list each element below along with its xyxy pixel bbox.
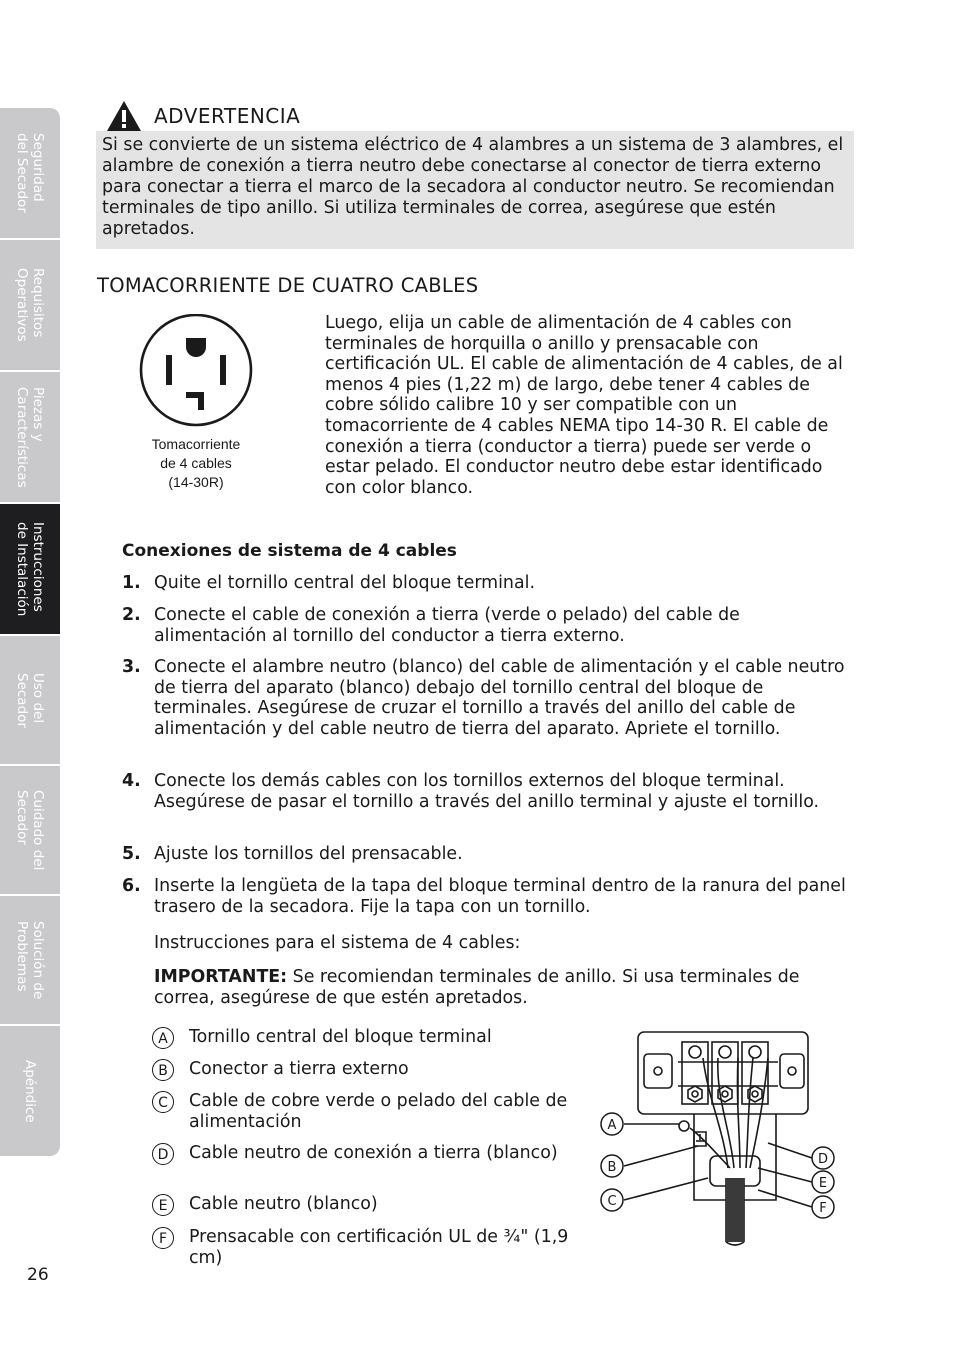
tab-requisitos[interactable] [0,240,60,372]
step-number: 5. [122,844,141,864]
tab-uso[interactable] [0,636,60,766]
outlet-caption [126,435,266,492]
tab-label: Seguridad del Secador [14,133,46,213]
tab-label: Piezas y Características [14,386,46,488]
subheading: Conexiones de sistema de 4 cables [122,541,457,561]
tab-label: Cuidado del Secador [14,789,46,871]
legend-text: Cable neutro (blanco) [189,1194,378,1214]
tab-apendice[interactable] [0,1026,60,1156]
diagram-label-e: E [818,1176,828,1191]
tab-seguridad[interactable] [0,108,60,240]
legend-letter-badge: B [152,1059,174,1081]
step-number: 4. [122,771,141,791]
diagram-label-a: A [607,1118,617,1133]
step-number: 3. [122,657,141,677]
tab-label: Apéndice [22,1059,38,1123]
tab-label: Requisitos Operativos [14,268,46,342]
terminal-block-diagram [598,1028,838,1250]
diagram-label-c: C [607,1194,617,1209]
tab-label: Instrucciones de Instalación [14,521,46,617]
diagram-label-b: B [607,1160,617,1175]
tab-instrucciones[interactable] [0,504,60,636]
step-number: 1. [122,573,141,593]
outlet-caption-line: Tomacorriente [151,436,241,452]
tab-piezas[interactable] [0,372,60,504]
step-text: Inserte la lengüeta de la tapa del bloque terminal dentro de la ranura del panel trasero de la secadora. Fije la tapa con un tornillo. [154,876,846,917]
warning-header [106,100,300,132]
legend-letter-badge: E [152,1194,174,1216]
step-number: 6. [122,876,141,896]
warning-box [96,131,854,249]
important-text: Se recomiendan terminales de anillo. Si usa terminales de correa, asegúrese de que estén apretados. [154,967,800,1008]
legend-text: Tornillo central del bloque terminal [189,1027,492,1047]
diagram-label-f: F [819,1201,827,1216]
warning-text: Si se convierte de un sistema eléctrico de 4 alambres a un sistema de 3 alambres, el alambre de conexión a tierra neutro debe conectarse al conector de tierra externo para conectar a tierra el marco de la secadora al conductor neutro. Se recomiendan terminales de tipo anillo. Si utiliza terminales de correa, asegúrese que estén apretados. [102,135,844,239]
outlet-icon [136,314,258,428]
legend-text: Conector a tierra externo [189,1059,409,1079]
instructions-line: Instrucciones para el sistema de 4 cables: [154,933,521,953]
step-text: Quite el tornillo central del bloque terminal. [154,573,535,593]
tab-cuidado[interactable] [0,766,60,896]
legend-text: Cable neutro de conexión a tierra (blanco) [189,1143,558,1163]
legend-letter-badge: A [152,1027,174,1049]
legend-text: Cable de cobre verde o pelado del cable de alimentación [189,1091,568,1132]
step-text: Conecte los demás cables con los tornillos externos del bloque terminal. Asegúrese de pasar el tornillo a través del anillo terminal y ajuste el tornillo. [154,771,820,812]
legend-text: Prensacable con certificación UL de ¾" (1,9 cm) [189,1227,569,1268]
warning-icon [106,100,142,132]
tab-label: Solución de Problemas [14,920,46,1000]
legend-letter-badge: D [152,1143,174,1165]
diagram-label-d: D [817,1152,829,1167]
step-text: Conecte el alambre neutro (blanco) del cable de alimentación y el cable neutro de tierra del aparato (blanco) debajo del tornillo central del bloque de terminales. Asegúrese de cruzar el tornillo a través del anillo del cable de alimentación y del cable neutro de tierra del aparato. Apriete el tornillo. [154,657,845,739]
warning-title: ADVERTENCIA [154,104,301,128]
legend-letter-badge: F [152,1227,174,1249]
legend-letter-badge: C [152,1091,174,1113]
step-text: Conecte el cable de conexión a tierra (verde o pelado) del cable de alimentación al tornillo del conductor a tierra externo. [154,605,740,646]
intro-paragraph: Luego, elija un cable de alimentación de 4 cables con terminales de horquilla o anillo y prensacable con certificación UL. El cable de alimentación de 4 cables, de al menos 4 pies (1,22 m) de largo, debe tener 4 cables de cobre sólido calibre 10 y ser compatible con un tomacorriente de 4 cables NEMA tipo 14-30 R. El cable de conexión a tierra (conductor a tierra) puede ser verde o estar pelado. El conductor neutro debe estar identificado con color blanco. [325,313,843,498]
step-number: 2. [122,605,141,625]
page-number: 26 [27,1265,49,1285]
important-note [154,967,854,1008]
tab-label: Uso del Secador [14,672,46,728]
outlet-caption-line: de 4 cables [160,455,232,471]
step-text: Ajuste los tornillos del prensacable. [154,844,463,864]
outlet-caption-line: (14-30R) [168,474,224,490]
section-title: TOMACORRIENTE DE CUATRO CABLES [97,274,479,297]
tab-solucion[interactable] [0,896,60,1026]
important-label: IMPORTANTE: [154,967,288,987]
